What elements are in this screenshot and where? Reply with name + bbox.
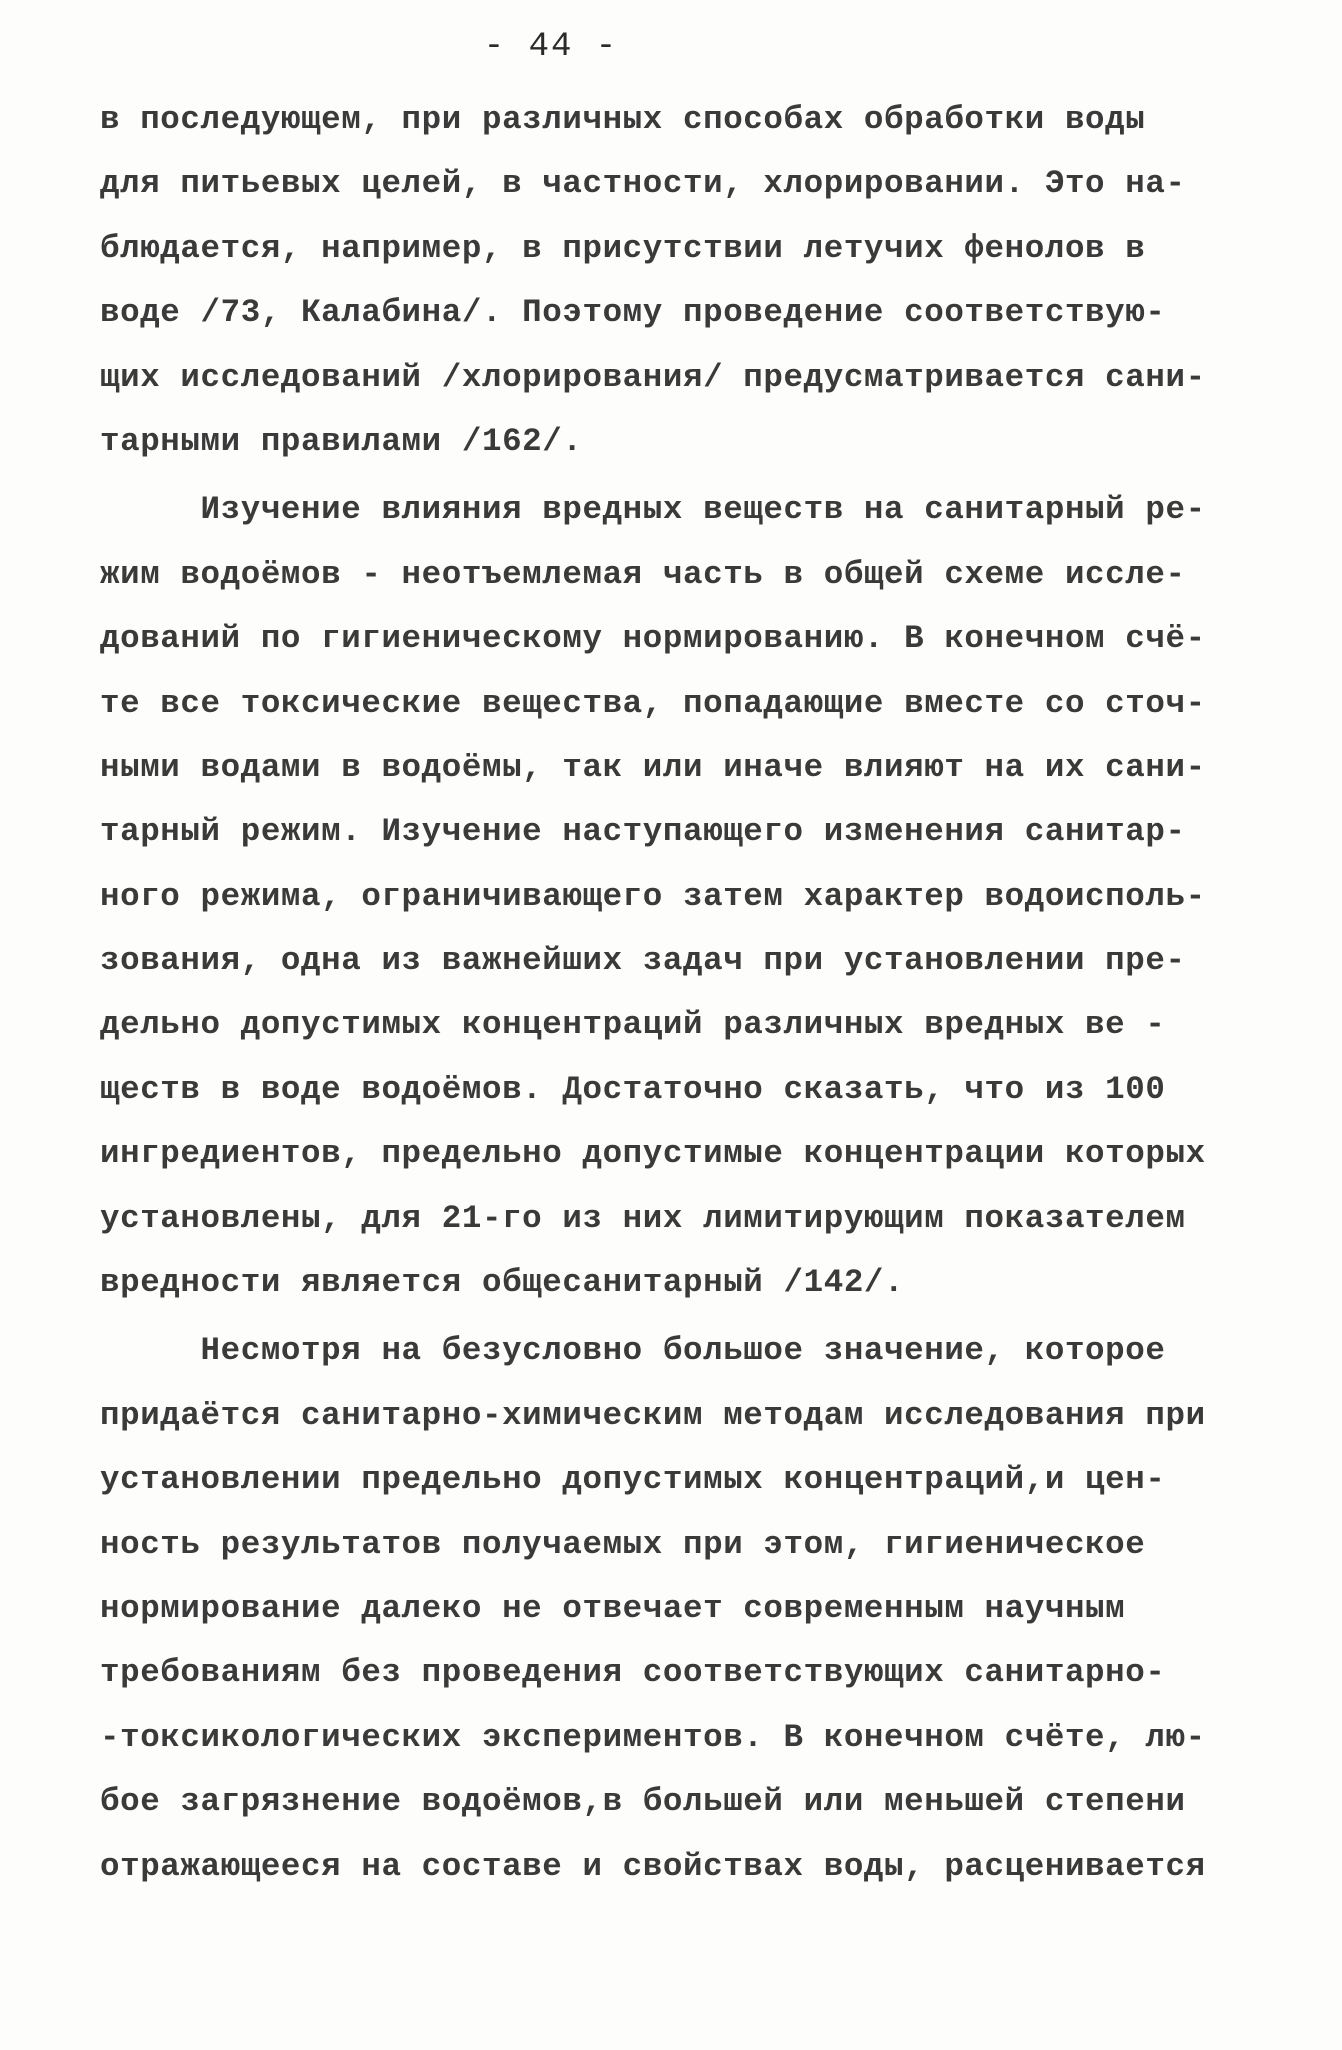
page-number: - 44 - bbox=[483, 28, 619, 66]
text-line: тарный режим. Изучение наступающего изменения санитар- bbox=[100, 813, 1186, 851]
text-line: установлении предельно допустимых концентраций,и цен- bbox=[100, 1461, 1166, 1499]
text-line: Несмотря на безусловно большое значение, которое bbox=[100, 1332, 1166, 1370]
text-line: нормирование далеко не отвечает современным научным bbox=[100, 1589, 1126, 1627]
text-line: Изучение влияния вредных веществ на санитарный ре- bbox=[100, 491, 1206, 529]
text-line: вредности является общесанитарный /142/. bbox=[100, 1264, 905, 1302]
text-line: воде /73, Калабина/. Поэтому проведение соответствую- bbox=[100, 294, 1166, 332]
text-line: ными водами в водоёмы, так или иначе влияют на их сани- bbox=[100, 748, 1206, 786]
text-line: дельно допустимых концентраций различных вредных ве - bbox=[100, 1006, 1166, 1044]
text-line: бое загрязнение водоёмов,в большей или меньшей степени bbox=[100, 1783, 1186, 1821]
text-line: те все токсические вещества, попадающие вместе со сточ- bbox=[100, 684, 1206, 722]
text-line: блюдается, например, в присутствии летучих фенолов в bbox=[100, 229, 1146, 267]
text-line: ность результатов получаемых при этом, гигиеническое bbox=[100, 1525, 1146, 1563]
paragraph-1 bbox=[100, 88, 1250, 474]
text-line: придаётся санитарно-химическим методам исследования при bbox=[100, 1396, 1206, 1434]
text-line: щих исследований /хлорирования/ предусматривается сани- bbox=[100, 358, 1206, 396]
text-line: дований по гигиеническому нормированию. В конечном счё- bbox=[100, 620, 1206, 658]
text-line: в последующем, при различных способах обработки воды bbox=[100, 101, 1146, 138]
text-line: установлены, для 21-го из них лимитирующим показателем bbox=[100, 1199, 1186, 1237]
paragraph-3 bbox=[100, 1319, 1250, 1899]
text-line: зования, одна из важнейших задач при установлении пре- bbox=[100, 942, 1186, 980]
text-line: ного режима, ограничивающего затем характер водоисполь- bbox=[100, 877, 1206, 915]
text-line: для питьевых целей, в частности, хлорировании. Это на- bbox=[100, 165, 1186, 203]
text-line: -токсикологических экспериментов. В конечном счёте, лю- bbox=[100, 1718, 1206, 1756]
text-line: ингредиентов, предельно допустимые концентрации которых bbox=[100, 1135, 1206, 1173]
text-line: отражающееся на составе и свойствах воды, расценивается bbox=[100, 1847, 1206, 1885]
paragraph-2 bbox=[100, 478, 1250, 1315]
text-line: тарными правилами /162/. bbox=[100, 422, 583, 460]
text-line: ществ в воде водоёмов. Достаточно сказать, что из 100 bbox=[100, 1070, 1166, 1108]
text-line: жим водоёмов - неотъемлемая часть в общей схеме иссле- bbox=[100, 555, 1186, 593]
text-line: требованиям без проведения соответствующих санитарно- bbox=[100, 1654, 1166, 1692]
body-text bbox=[100, 88, 1250, 1899]
